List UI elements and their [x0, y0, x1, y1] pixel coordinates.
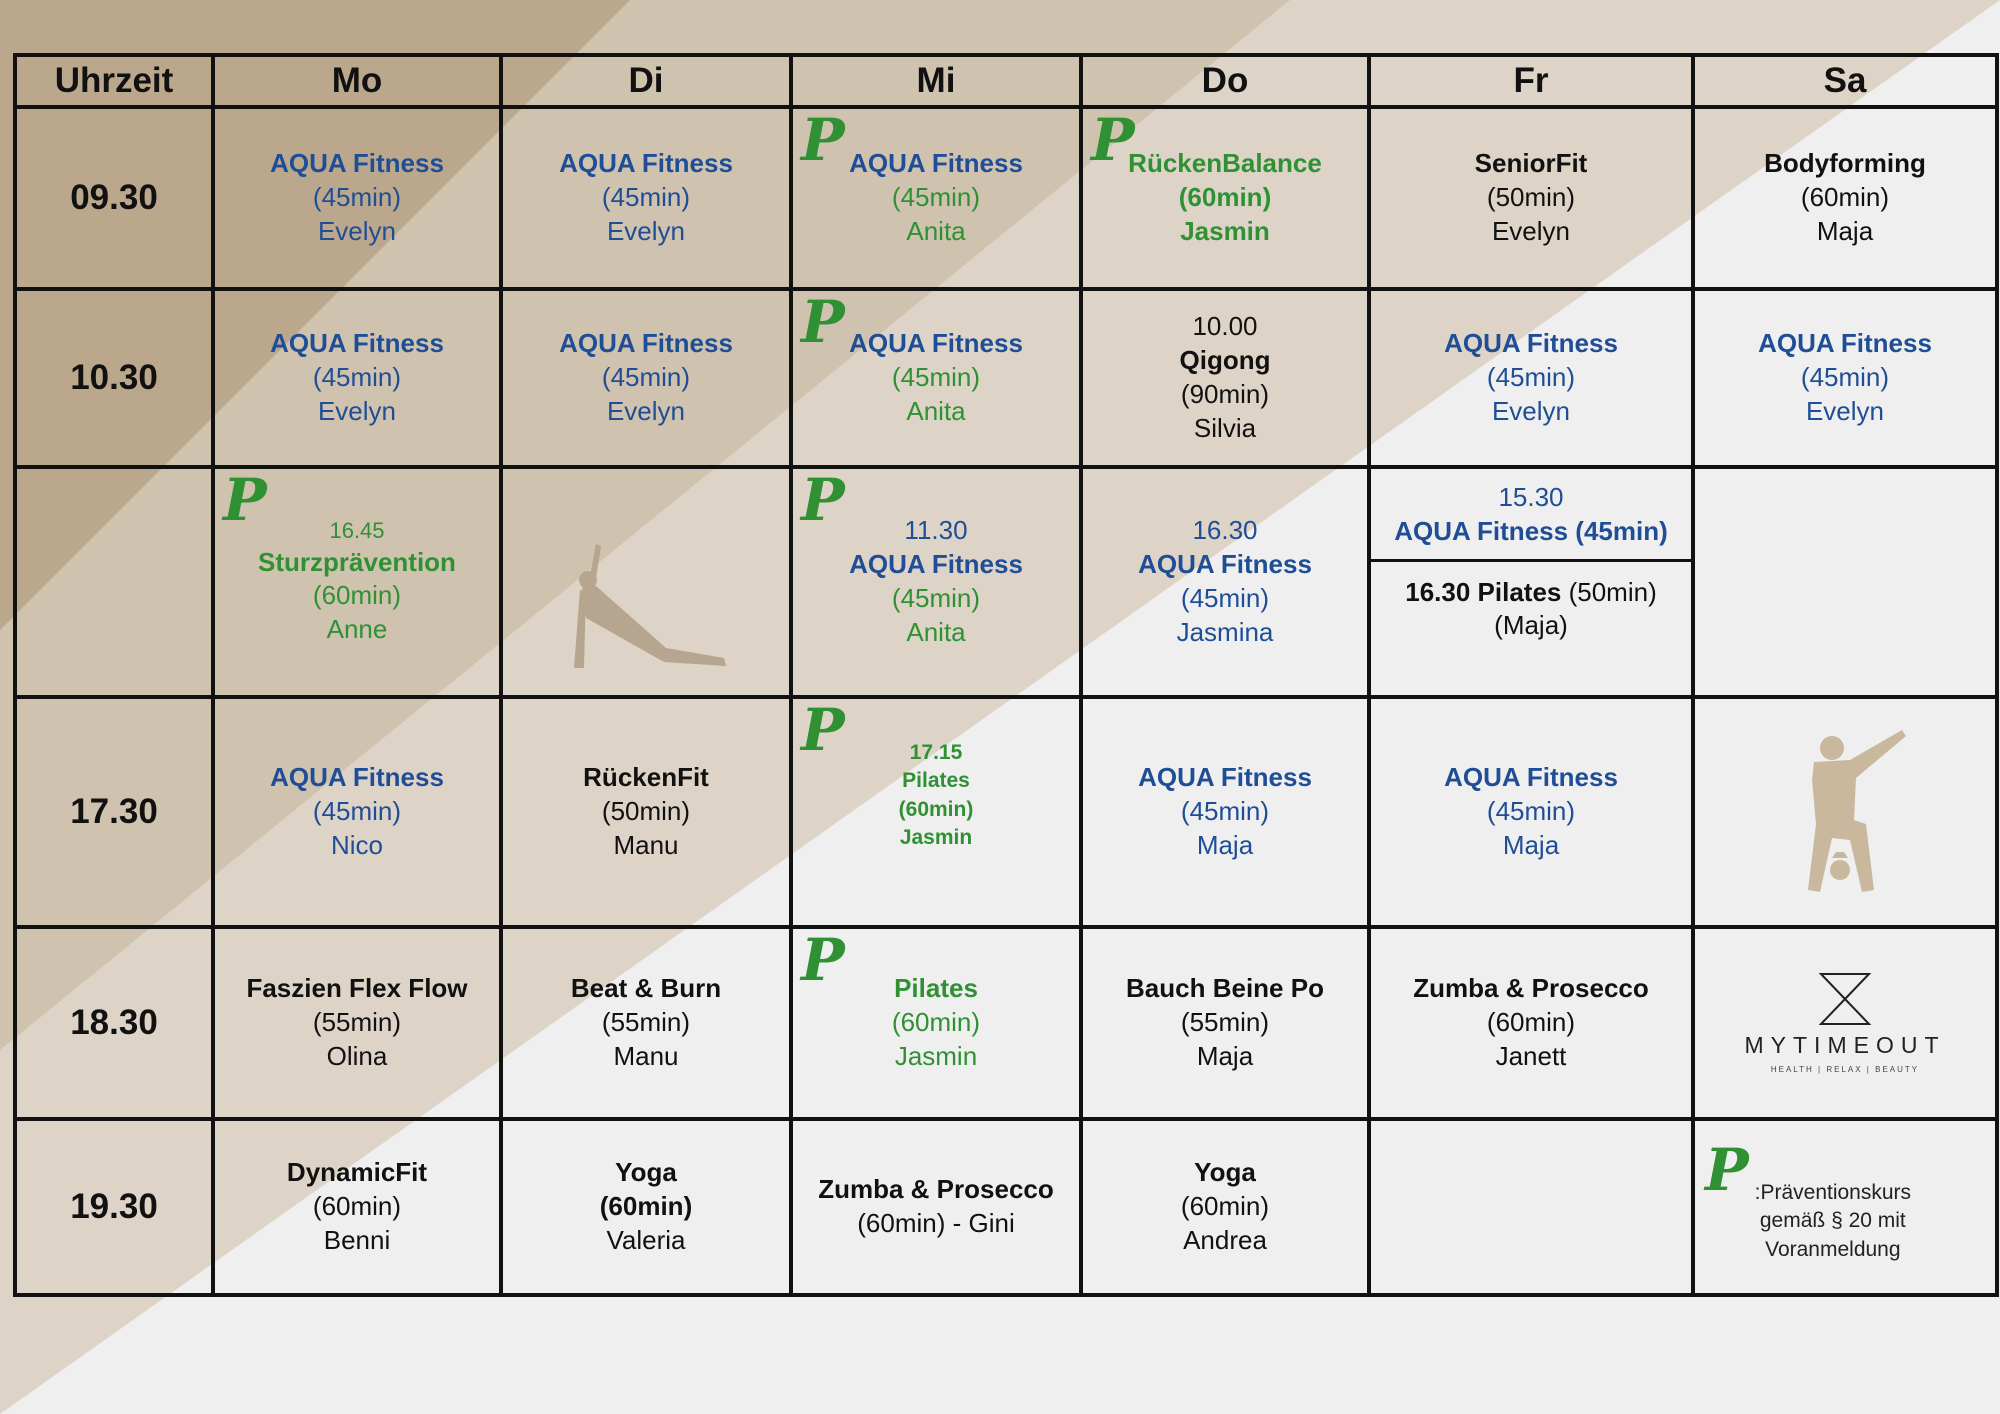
course-name: Qigong [1179, 345, 1271, 376]
header-mo: Mo [213, 55, 501, 107]
course-cell-do [1081, 467, 1369, 697]
course-cell-do [1081, 697, 1369, 927]
prevention-p-icon: P [801, 927, 845, 994]
course-trainer: Maja [1196, 829, 1254, 860]
course-name: AQUA Fitness [1444, 328, 1618, 359]
course-trainer: Evelyn [317, 215, 397, 246]
course-cell-mi [791, 289, 1081, 467]
split-top [1371, 469, 1691, 562]
course-duration: (60min) [891, 1007, 981, 1038]
prevention-p-icon: P [223, 467, 267, 534]
course-name: Sturzprävention [258, 546, 456, 577]
legend-text: :Präventionskurs gemäß § 20 mit Voranmeldung [1754, 1181, 1912, 1261]
course-cell-do [1081, 927, 1369, 1119]
course-name: AQUA Fitness [270, 328, 444, 359]
course-name: RückenBalance [1128, 148, 1322, 179]
course-time: 16.30 [1192, 515, 1258, 546]
course-name: Yoga [615, 1157, 677, 1188]
course-cell-fr [1369, 107, 1693, 289]
course-trainer: Anita [906, 215, 966, 246]
course-trainer: Anita [906, 395, 966, 426]
course-duration: (60min) - Gini [857, 1208, 1015, 1238]
course-cell-fr [1369, 927, 1693, 1119]
row-1830 [15, 927, 1997, 1119]
course-trainer: Valeria [606, 1224, 686, 1255]
course-name: AQUA Fitness [1138, 549, 1312, 580]
course-cell-sa [1693, 107, 1997, 289]
course-cell-di [501, 289, 791, 467]
split-bottom [1371, 562, 1691, 644]
plank-figure-icon [556, 540, 736, 680]
course-name: SeniorFit [1474, 148, 1588, 179]
course-name: AQUA Fitness (45min) [1394, 515, 1668, 546]
course-cell-mo [213, 467, 501, 697]
course-name: Zumba & Prosecco [1413, 973, 1649, 1004]
course-cell-fr [1369, 289, 1693, 467]
course-name: Bauch Beine Po [1126, 973, 1324, 1004]
course-time: 17.15 [909, 741, 963, 764]
logo-tagline: HEALTH | RELAX | BEAUTY [1770, 1065, 1920, 1074]
course-duration: (45min) [891, 362, 981, 393]
course-duration: (45min) [891, 182, 981, 213]
header-mi: Mi [791, 55, 1081, 107]
course-name: Pilates [894, 973, 978, 1004]
course-name: Bodyforming [1764, 148, 1926, 179]
course-trainer: Benni [323, 1224, 391, 1255]
course-duration: (60min) [1178, 182, 1272, 213]
course-duration: (60min) [312, 1191, 402, 1222]
prevention-p-icon: P [801, 697, 845, 764]
course-name: AQUA Fitness [270, 762, 444, 793]
time-cell: 10.30 [15, 289, 213, 467]
course-duration: (90min) [1180, 379, 1270, 409]
course-trainer: Nico [330, 829, 383, 860]
course-duration: (45min) [1486, 362, 1576, 393]
course-trainer: Jasmin [899, 826, 973, 850]
course-name: AQUA Fitness [270, 148, 444, 179]
course-duration: (45min) [891, 583, 981, 613]
row-1930 [15, 1119, 1997, 1295]
course-cell-mo [213, 697, 501, 927]
course-trainer: Evelyn [1491, 395, 1571, 426]
course-duration: (60min) [599, 1191, 693, 1222]
course-time: 16.45 [329, 518, 385, 543]
course-trainer: Janett [1495, 1040, 1567, 1071]
row-0930 [15, 107, 1997, 289]
course-trainer: Manu [613, 829, 679, 860]
time-cell: 09.30 [15, 107, 213, 289]
course-duration: (45min) [1180, 796, 1270, 827]
course-name: 16.30 Pilates [1405, 576, 1562, 607]
course-trainer: Maja [1196, 1040, 1254, 1071]
course-duration: (60min) [898, 797, 974, 821]
row-afternoon [15, 467, 1997, 697]
prevention-p-icon: P [801, 289, 845, 356]
course-trainer: Anne [326, 614, 388, 645]
legend-cell [1693, 1119, 1997, 1295]
course-duration: (60min) [1486, 1007, 1576, 1038]
course-duration: (60min) [1800, 182, 1890, 213]
course-cell-mo [213, 289, 501, 467]
course-name: AQUA Fitness [559, 328, 733, 359]
course-name: DynamicFit [286, 1157, 428, 1188]
course-duration: (55min) [601, 1007, 691, 1038]
course-name: Yoga [1194, 1157, 1256, 1188]
course-cell-di [501, 1119, 791, 1295]
course-name: AQUA Fitness [559, 148, 733, 179]
course-trainer: Jasmin [894, 1040, 978, 1071]
prevention-p-icon: P [801, 107, 845, 174]
mytimeout-logo [1695, 972, 1995, 1074]
course-time: 11.30 [904, 515, 968, 546]
time-cell: 18.30 [15, 927, 213, 1119]
course-cell-mi [791, 107, 1081, 289]
header-uhrzeit: Uhrzeit [15, 55, 213, 107]
course-trainer: Evelyn [606, 215, 686, 246]
course-trainer: Jasmina [1176, 616, 1274, 647]
course-cell-mo [213, 927, 501, 1119]
course-cell-sa [1693, 697, 1997, 927]
header-sa: Sa [1693, 55, 1997, 107]
course-trainer: Evelyn [606, 395, 686, 426]
course-trainer: (Maja) [1494, 610, 1568, 641]
course-duration: (50min) [1561, 576, 1657, 607]
logo-cell [1693, 927, 1997, 1119]
course-duration: (45min) [312, 362, 402, 393]
kettlebell-figure-icon [1770, 720, 1920, 900]
course-cell-fr [1369, 697, 1693, 927]
course-duration: (45min) [312, 182, 402, 213]
course-cell-di [501, 107, 791, 289]
course-trainer: Anita [906, 616, 966, 647]
course-duration: (45min) [312, 796, 402, 827]
course-trainer: Jasmin [1180, 215, 1270, 246]
course-duration: (45min) [601, 362, 691, 393]
course-trainer: Andrea [1183, 1224, 1267, 1255]
course-trainer: Maja [1816, 215, 1874, 246]
course-cell-mo [213, 1119, 501, 1295]
course-trainer: Olina [326, 1040, 388, 1071]
course-cell-mi [791, 697, 1081, 927]
schedule-table [13, 53, 1999, 1297]
course-duration: (50min) [601, 796, 691, 827]
course-cell-mi [791, 927, 1081, 1119]
prevention-p-icon: P [801, 467, 845, 534]
course-name: AQUA Fitness [849, 549, 1023, 580]
course-cell-mi [791, 467, 1081, 697]
course-cell-di [501, 697, 791, 927]
course-duration: (45min) [1486, 796, 1576, 827]
course-name: RückenFit [583, 762, 709, 793]
course-time: 10.00 [1192, 311, 1258, 342]
course-duration: (55min) [312, 1007, 402, 1038]
course-trainer: Evelyn [1491, 215, 1571, 246]
course-trainer: Silvia [1193, 412, 1257, 443]
course-name: AQUA Fitness [849, 328, 1023, 359]
hourglass-icon [1817, 972, 1873, 1026]
header-row [15, 55, 1997, 107]
header-fr: Fr [1369, 55, 1693, 107]
course-trainer: Manu [613, 1040, 679, 1071]
course-name: AQUA Fitness [1444, 762, 1618, 793]
course-name: Pilates [902, 769, 970, 793]
prevention-p-icon: P [1091, 107, 1135, 174]
course-name: AQUA Fitness [1758, 328, 1932, 359]
course-cell-do [1081, 107, 1369, 289]
course-trainer: Evelyn [317, 395, 397, 426]
course-name: AQUA Fitness [849, 148, 1023, 179]
course-name: AQUA Fitness [1138, 762, 1312, 793]
course-duration: (60min) [312, 580, 402, 611]
course-name: Beat & Burn [570, 973, 722, 1004]
course-cell-mi [791, 1119, 1081, 1295]
course-duration: (60min) [1180, 1191, 1270, 1222]
course-cell-do [1081, 289, 1369, 467]
time-cell: 19.30 [15, 1119, 213, 1295]
header-di: Di [501, 55, 791, 107]
course-cell-fr [1369, 467, 1693, 697]
course-duration: (45min) [1800, 362, 1890, 393]
header-do: Do [1081, 55, 1369, 107]
course-cell-sa [1693, 289, 1997, 467]
empty-cell [1693, 467, 1997, 697]
course-duration: (45min) [601, 182, 691, 213]
row-1030 [15, 289, 1997, 467]
course-cell-do [1081, 1119, 1369, 1295]
row-1730 [15, 697, 1997, 927]
course-cell-di [501, 927, 791, 1119]
legend [1705, 1136, 1912, 1264]
course-trainer: Maja [1502, 829, 1560, 860]
time-cell [15, 467, 213, 697]
course-trainer: Evelyn [1805, 395, 1885, 426]
logo-name: MYTIMEOUT [1744, 1032, 1946, 1058]
course-duration: (55min) [1180, 1007, 1270, 1038]
course-time: 15.30 [1498, 482, 1564, 512]
prevention-p-icon: P [1705, 1136, 1749, 1204]
course-cell-mo [213, 107, 501, 289]
course-duration: (45min) [1180, 583, 1270, 613]
course-name: Zumba & Prosecco [818, 1174, 1054, 1205]
course-name: Faszien Flex Flow [246, 973, 468, 1004]
time-cell: 17.30 [15, 697, 213, 927]
course-cell-di [501, 467, 791, 697]
empty-cell [1369, 1119, 1693, 1295]
course-duration: (50min) [1486, 182, 1576, 213]
